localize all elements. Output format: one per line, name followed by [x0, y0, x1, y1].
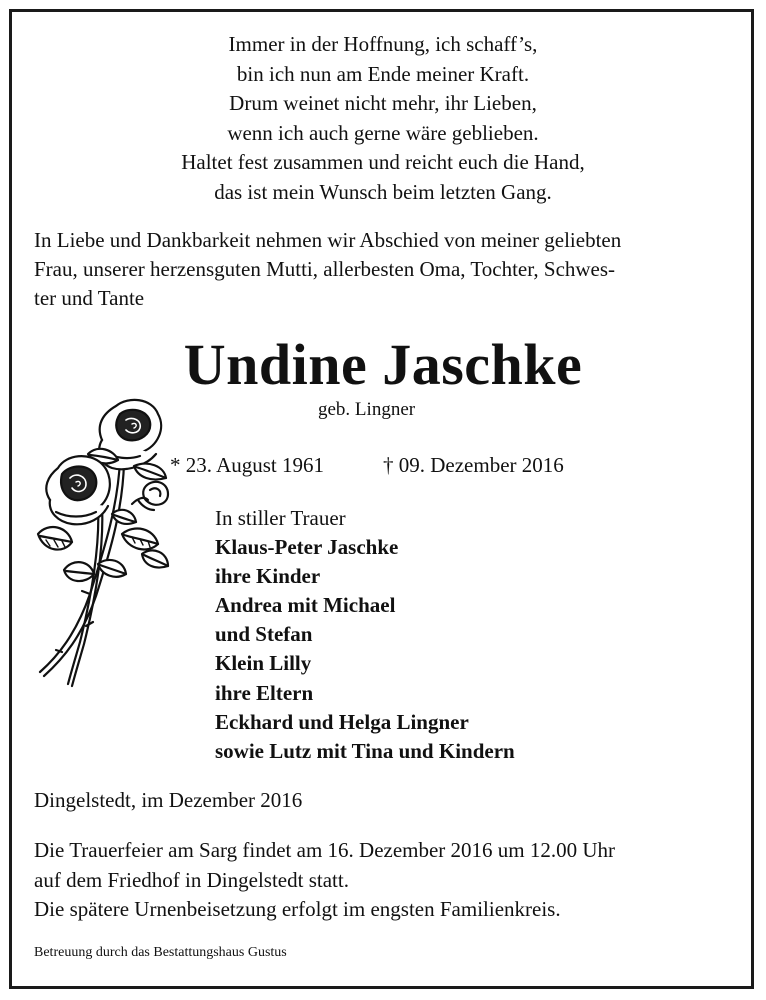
poem-line: das ist mein Wunsch beim letzten Gang. — [214, 179, 552, 204]
intro-line: Frau, unserer herzensguten Mutti, allerbesten Oma, Tochter, Schwes- — [34, 257, 616, 281]
farewell-intro — [34, 226, 734, 313]
maiden-name: geb. Lingner — [318, 399, 416, 420]
mourner-name: ihre Eltern — [215, 680, 314, 705]
mourner-name: Eckhard und Helga Lingner — [215, 709, 469, 734]
deceased-name: Undine Jaschke — [183, 332, 583, 397]
intro-line: ter und Tante — [34, 286, 145, 310]
mourner-name: Klein Lilly — [215, 651, 312, 676]
place-date: Dingelstedt, im Dezember 2016 — [34, 788, 303, 812]
funeral-line: auf dem Friedhof in Dingelstedt statt. — [34, 867, 349, 892]
birth-date: * 23. August 1961 — [170, 453, 325, 477]
mourner-name: Andrea mit Michael — [215, 593, 396, 618]
poem-line: Haltet fest zusammen und reicht euch die Hand, — [181, 150, 585, 175]
poem-line: Immer in der Hoffnung, ich schaff’s, — [228, 32, 538, 56]
mourner-name: sowie Lutz mit Tina und Kindern — [215, 738, 515, 763]
funeral-line: Die spätere Urnenbeisetzung erfolgt im engsten Familienkreis. — [34, 897, 561, 921]
mourners-heading: In stiller Trauer — [215, 506, 346, 530]
mourner-name: und Stefan — [215, 622, 313, 647]
rose-illustration — [28, 394, 178, 694]
funeral-home-note: Betreuung durch das Bestattungshaus Gustus — [34, 945, 287, 960]
poem-line: bin ich nun am Ende meiner Kraft. — [236, 61, 530, 86]
poem — [0, 30, 766, 208]
funeral-info — [34, 836, 615, 925]
mourner-name: ihre Kinder — [215, 564, 321, 589]
death-date: † 09. Dezember 2016 — [383, 453, 564, 477]
intro-line: In Liebe und Dankbarkeit nehmen wir Abschied von meiner geliebten — [34, 228, 622, 252]
mourner-name: Klaus-Peter Jaschke — [215, 535, 399, 560]
mourners-list — [215, 504, 515, 766]
poem-line: wenn ich auch gerne wäre geblieben. — [227, 120, 539, 145]
funeral-line: Die Trauerfeier am Sarg findet am 16. Dezember 2016 um 12.00 Uhr — [34, 838, 616, 862]
poem-line: Drum weinet nicht mehr, ihr Lieben, — [229, 91, 537, 116]
